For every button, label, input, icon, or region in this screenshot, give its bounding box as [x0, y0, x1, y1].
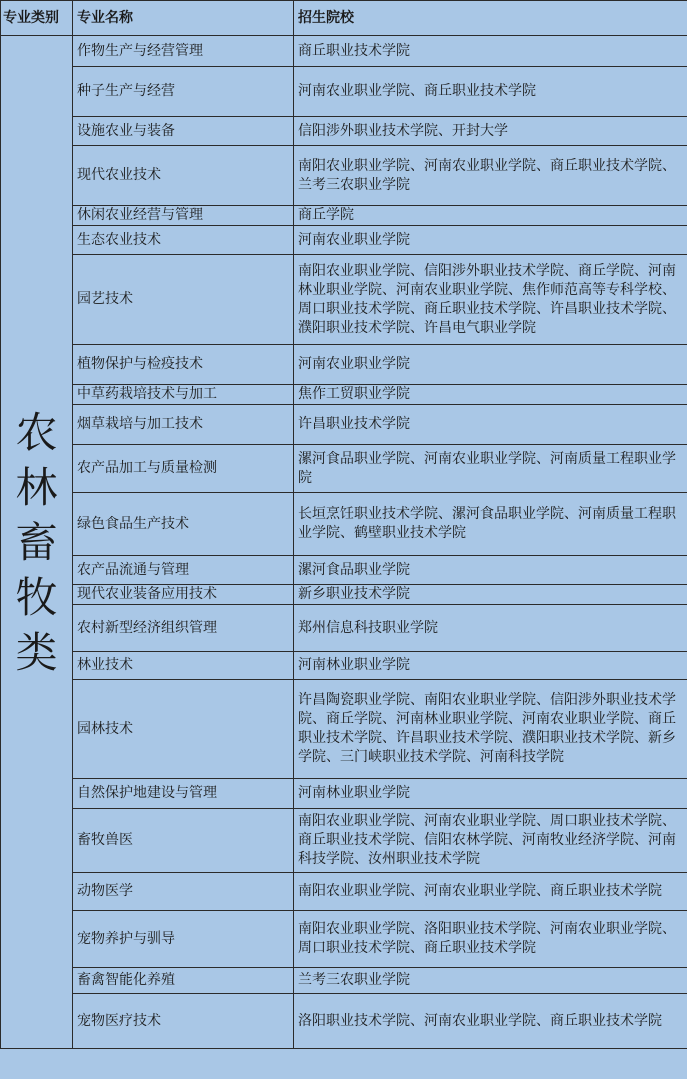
schools-list: 商丘职业技术学院	[294, 36, 687, 67]
table-row	[1, 345, 687, 385]
schools-list: 南阳农业职业学院、河南农业职业学院、商丘职业技术学院	[294, 873, 687, 911]
schools-list: 长垣烹饪职业技术学院、漯河食品职业学院、河南质量工程职业学院、鹤壁职业技术学院	[294, 493, 687, 556]
schools-list: 焦作工贸职业学院	[294, 385, 687, 405]
schools-list: 商丘学院	[294, 206, 687, 226]
major-name: 现代农业装备应用技术	[73, 585, 294, 605]
table-row	[1, 493, 687, 556]
table-row	[1, 117, 687, 146]
table-row	[1, 556, 687, 585]
table-row	[1, 67, 687, 117]
table-row	[1, 680, 687, 779]
table-body	[1, 36, 687, 1049]
major-name: 种子生产与经营	[73, 67, 294, 117]
schools-list: 南阳农业职业学院、洛阳职业技术学院、河南农业职业学院、周口职业技术学院、商丘职业技术学院	[294, 911, 687, 968]
schools-list: 南阳农业职业学院、河南农业职业学院、商丘职业技术学院、兰考三农职业学院	[294, 146, 687, 206]
major-name: 园艺技术	[73, 255, 294, 345]
schools-list: 河南林业职业学院	[294, 652, 687, 680]
major-name: 休闲农业经营与管理	[73, 206, 294, 226]
table-row	[1, 585, 687, 605]
table-row	[1, 206, 687, 226]
schools-list: 许昌陶瓷职业学院、南阳农业职业学院、信阳涉外职业技术学院、商丘学院、河南林业职业学院、河南农业职业学院、商丘职业技术学院、许昌职业技术学院、濮阳职业技术学院、新乡学院、三门峡职业技术学院、河南科技学院	[294, 680, 687, 779]
schools-list: 新乡职业技术学院	[294, 585, 687, 605]
schools-list: 许昌职业技术学院	[294, 405, 687, 445]
schools-list: 漯河食品职业学院、河南农业职业学院、河南质量工程职业学院	[294, 445, 687, 493]
table-row	[1, 605, 687, 652]
major-name: 中草药栽培技术与加工	[73, 385, 294, 405]
table-row	[1, 911, 687, 968]
table-row	[1, 36, 687, 67]
major-name: 自然保护地建设与管理	[73, 779, 294, 809]
table-row	[1, 809, 687, 873]
major-name: 农产品流通与管理	[73, 556, 294, 585]
major-name: 烟草栽培与加工技术	[73, 405, 294, 445]
schools-list: 河南农业职业学院	[294, 226, 687, 255]
category-cell: 农 林 畜 牧 类	[1, 36, 73, 1049]
schools-list: 南阳农业职业学院、信阳涉外职业技术学院、商丘学院、河南林业职业学院、河南农业职业学院、焦作师范高等专科学校、周口职业技术学院、商丘职业技术学院、许昌职业技术学院、濮阳职业技术学院、许昌电气职业学院	[294, 255, 687, 345]
header-schools: 招生院校	[294, 1, 687, 36]
major-name: 作物生产与经营管理	[73, 36, 294, 67]
schools-list: 洛阳职业技术学院、河南农业职业学院、商丘职业技术学院	[294, 994, 687, 1049]
major-name: 林业技术	[73, 652, 294, 680]
major-name: 植物保护与检疫技术	[73, 345, 294, 385]
table-row	[1, 445, 687, 493]
table-row	[1, 873, 687, 911]
schools-list: 河南农业职业学院、商丘职业技术学院	[294, 67, 687, 117]
table-row	[1, 779, 687, 809]
schools-list: 南阳农业职业学院、河南农业职业学院、周口职业技术学院、商丘职业技术学院、信阳农林学院、河南牧业经济学院、河南科技学院、汝州职业技术学院	[294, 809, 687, 873]
table-row	[1, 255, 687, 345]
major-name: 现代农业技术	[73, 146, 294, 206]
header-row	[1, 1, 687, 36]
major-name: 动物医学	[73, 873, 294, 911]
major-name: 农产品加工与质量检测	[73, 445, 294, 493]
major-name: 设施农业与装备	[73, 117, 294, 146]
schools-list: 信阳涉外职业技术学院、开封大学	[294, 117, 687, 146]
table-row	[1, 994, 687, 1049]
table-row	[1, 405, 687, 445]
major-name: 农村新型经济组织管理	[73, 605, 294, 652]
schools-list: 河南林业职业学院	[294, 779, 687, 809]
major-name: 畜禽智能化养殖	[73, 968, 294, 994]
major-name: 绿色食品生产技术	[73, 493, 294, 556]
major-name: 生态农业技术	[73, 226, 294, 255]
table-row	[1, 385, 687, 405]
schools-list: 漯河食品职业学院	[294, 556, 687, 585]
header-category: 专业类别	[1, 1, 73, 36]
schools-list: 河南农业职业学院	[294, 345, 687, 385]
schools-list: 兰考三农职业学院	[294, 968, 687, 994]
major-name: 园林技术	[73, 680, 294, 779]
table-row	[1, 968, 687, 994]
header-major: 专业名称	[73, 1, 294, 36]
major-name: 畜牧兽医	[73, 809, 294, 873]
table-row	[1, 652, 687, 680]
major-name: 宠物养护与驯导	[73, 911, 294, 968]
table-row	[1, 226, 687, 255]
table-row	[1, 146, 687, 206]
major-name: 宠物医疗技术	[73, 994, 294, 1049]
schools-list: 郑州信息科技职业学院	[294, 605, 687, 652]
